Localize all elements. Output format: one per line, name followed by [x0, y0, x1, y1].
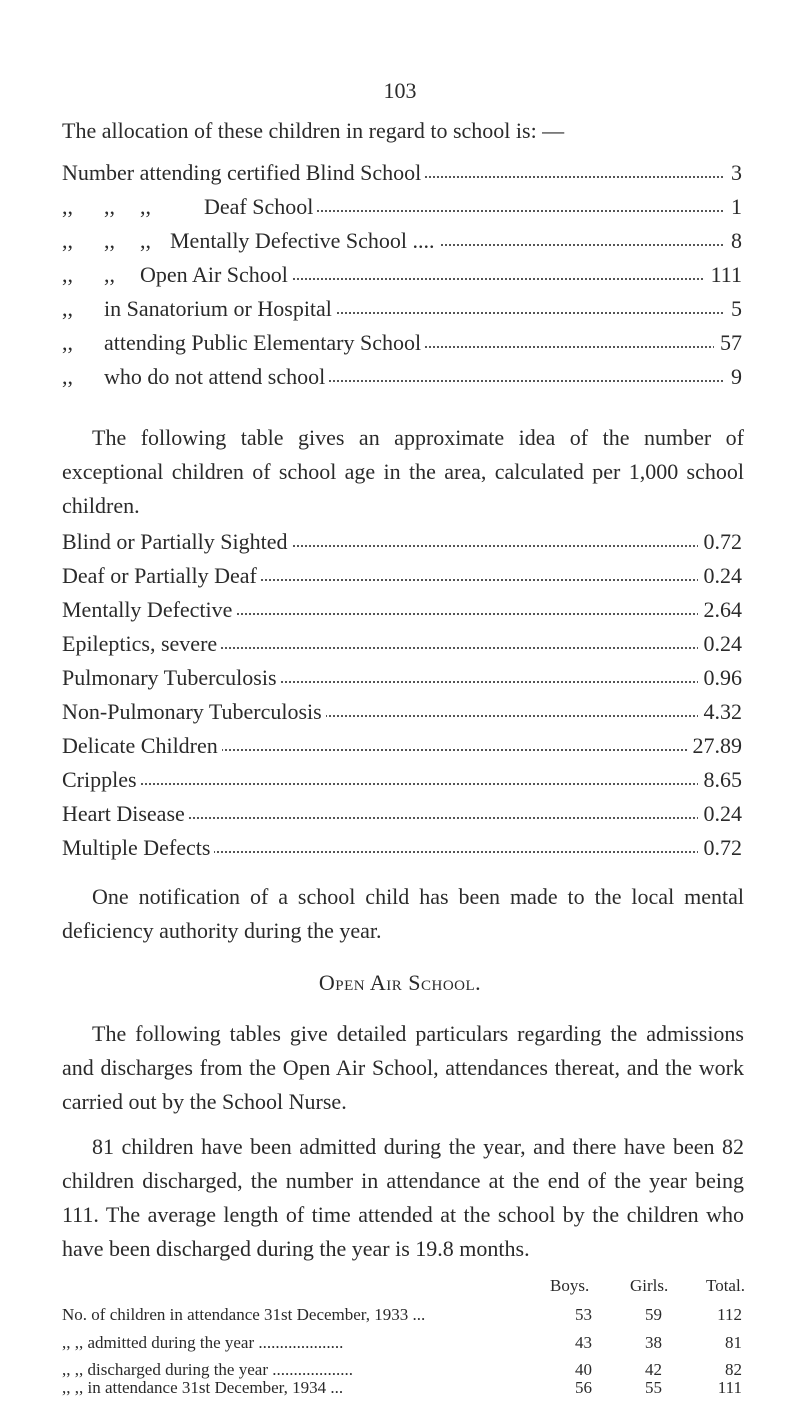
allocation-row	[62, 330, 742, 364]
rate-label: Pulmonary Tuberculosis	[62, 665, 281, 691]
rate-label: Delicate Children	[62, 733, 222, 759]
rate-value: 8.65	[698, 767, 743, 793]
table-cell-boys: 40	[575, 1360, 592, 1379]
rate-label: Mentally Defective	[62, 597, 236, 623]
rate-row	[62, 767, 742, 801]
allocation-row	[62, 262, 742, 296]
rate-row	[62, 699, 742, 733]
table-cell-boys: 56	[575, 1378, 592, 1397]
allocation-label: Open Air School	[140, 262, 288, 287]
allocation-label: who do not attend school	[104, 364, 326, 389]
rate-value: 0.96	[698, 665, 743, 691]
rate-value: 0.24	[698, 563, 743, 589]
table-row	[62, 1378, 800, 1402]
ditto-mark: ,,	[140, 228, 151, 253]
allocation-label: Number attending certified Blind School	[62, 160, 425, 186]
ditto-mark: ,,	[62, 364, 73, 389]
rate-label: Epileptics, severe	[62, 631, 221, 657]
rate-row	[62, 563, 742, 597]
allocation-value: 111	[705, 262, 742, 288]
allocation-row	[62, 364, 742, 398]
allocation-value: 5	[725, 296, 742, 322]
allocation-label: Deaf School	[204, 194, 314, 219]
table-row-label: No. of children in attendance 31st December, 1933 ...	[62, 1305, 426, 1324]
table-row-label: ,, ,, discharged during the year ...................	[62, 1360, 353, 1379]
rate-row	[62, 631, 742, 665]
rate-value: 0.24	[698, 631, 743, 657]
ditto-mark: ,,	[62, 194, 73, 219]
table-cell-girls: 55	[645, 1378, 662, 1397]
leader-dots	[62, 783, 742, 785]
table-cell-girls: 38	[645, 1333, 662, 1352]
ditto-mark: ,,	[140, 194, 151, 219]
allocation-label: in Sanatorium or Hospital	[104, 296, 332, 321]
rate-label: Cripples	[62, 767, 141, 793]
ditto-mark: ,,	[104, 194, 115, 219]
allocation-label: attending Public Elementary School	[104, 330, 422, 355]
ditto-mark: ,,	[62, 262, 73, 287]
rate-value: 27.89	[687, 733, 743, 759]
table-cell-girls: 59	[645, 1305, 662, 1324]
allocation-row	[62, 160, 742, 194]
allocation-value: 57	[714, 330, 742, 356]
paragraph-notification: One notification of a school child has been made to the local mental deficiency authority during the year.	[62, 884, 744, 943]
rate-row	[62, 733, 742, 767]
page-number: 103	[383, 78, 417, 103]
rate-label: Blind or Partially Sighted	[62, 529, 292, 555]
rate-row	[62, 665, 742, 699]
table-cell-total: 111	[717, 1378, 742, 1397]
rate-label: Multiple Defects	[62, 835, 214, 861]
paragraph-admissions: 81 children have been admitted during the year, and there have been 82 children discharged, the number in attendance at the end of the year being 111. The average length of time attended at the school by the children who have been discharged during the year is 19.8 months.	[62, 1134, 744, 1261]
ditto-mark: ,,	[104, 228, 115, 253]
rate-label: Non-Pulmonary Tuberculosis	[62, 699, 326, 725]
allocation-value: 8	[725, 228, 742, 254]
ditto-mark: ,,	[62, 330, 73, 355]
rate-value: 0.72	[698, 529, 743, 555]
intro-text: The allocation of these children in regard to school is: —	[62, 118, 565, 143]
table-cell-total: 82	[725, 1360, 742, 1379]
rate-row	[62, 801, 742, 835]
paragraph-tables-intro: The following tables give detailed particulars regarding the admissions and discharges from the Open Air School, attendances thereat, and the work carried out by the School Nurse.	[62, 1021, 744, 1114]
table-cell-boys: 53	[575, 1305, 592, 1324]
allocation-label: Mentally Defective School ....	[170, 228, 435, 253]
rate-row	[62, 529, 742, 563]
rate-value: 0.24	[698, 801, 743, 827]
rate-label: Heart Disease	[62, 801, 189, 827]
rate-row	[62, 597, 742, 631]
table-cell-boys: 43	[575, 1333, 592, 1352]
table-row-label: ,, ,, in attendance 31st December, 1934 ...	[62, 1378, 344, 1397]
table-header-girls: Girls.	[630, 1276, 669, 1295]
table-row-label: ,, ,, admitted during the year ....................	[62, 1333, 344, 1352]
table-header-total: Total.	[706, 1276, 745, 1295]
table-header-boys: Boys.	[550, 1276, 590, 1295]
allocation-value: 9	[725, 364, 742, 390]
ditto-mark: ,,	[104, 262, 115, 287]
allocation-value: 3	[725, 160, 742, 186]
rate-value: 2.64	[698, 597, 743, 623]
rate-value: 0.72	[698, 835, 743, 861]
paragraph-exceptional-children: The following table gives an approximate idea of the number of exceptional children of school age in the area, calculated per 1,000 school children.	[62, 425, 744, 518]
table-cell-girls: 42	[645, 1360, 662, 1379]
table-cell-total: 81	[725, 1333, 742, 1352]
table-row	[62, 1333, 800, 1363]
ditto-mark: ,,	[62, 296, 73, 321]
table-row	[62, 1305, 800, 1335]
allocation-row	[62, 228, 742, 262]
allocation-row	[62, 296, 742, 330]
ditto-mark: ,,	[62, 228, 73, 253]
rate-label: Deaf or Partially Deaf	[62, 563, 261, 589]
rate-row	[62, 835, 742, 869]
allocation-row	[62, 194, 742, 228]
rate-value: 4.32	[698, 699, 743, 725]
section-heading: Open Air School.	[318, 970, 482, 995]
table-cell-total: 112	[717, 1305, 742, 1324]
allocation-value: 1	[725, 194, 742, 220]
